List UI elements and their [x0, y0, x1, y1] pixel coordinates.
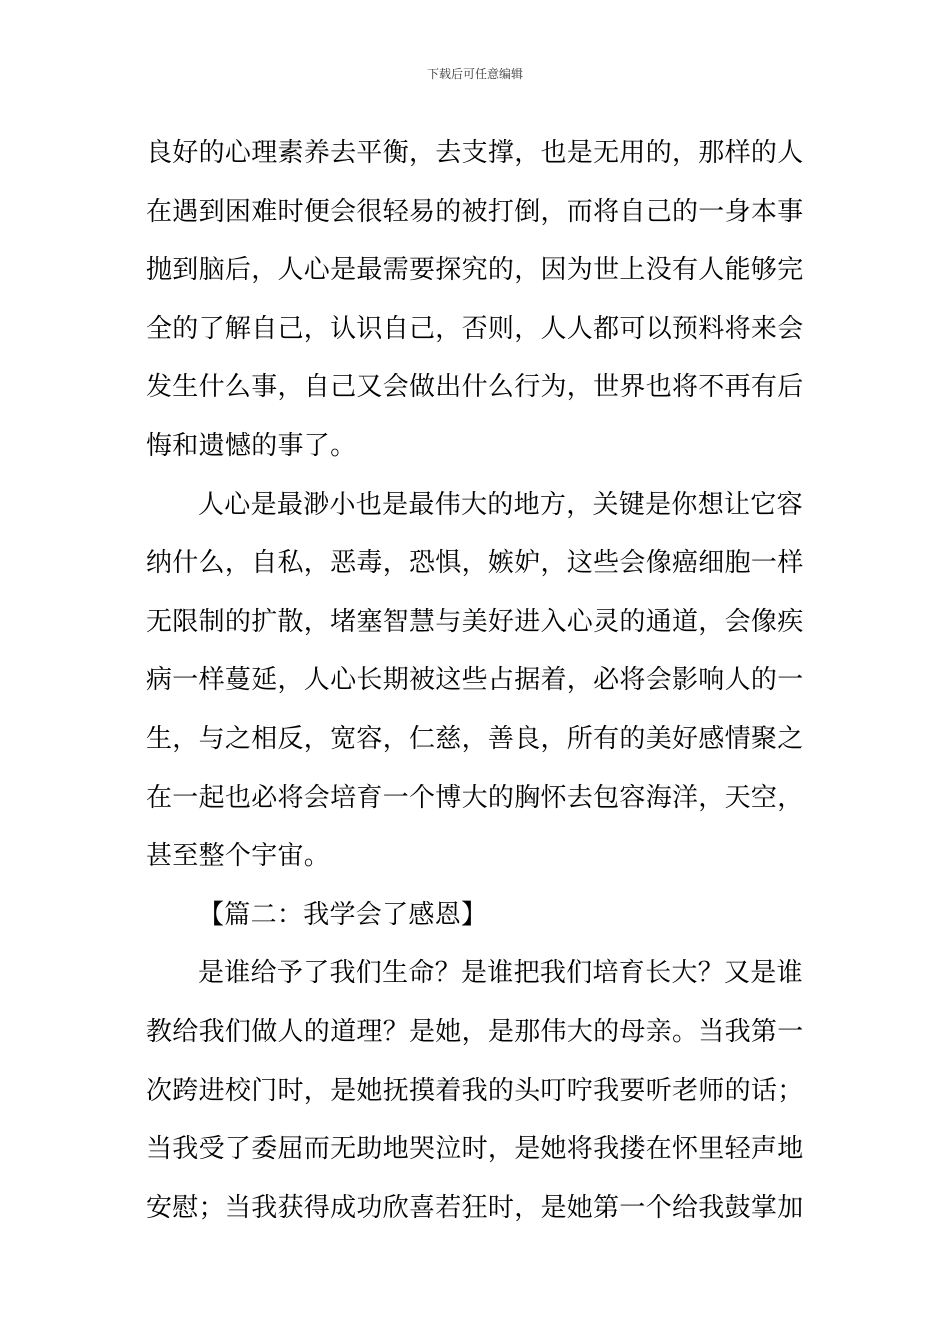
page-header-note: 下载后可任意编辑	[426, 67, 523, 81]
text-line: 病一样蔓延，人心长期被这些占据着，必将会影响人的一	[146, 665, 804, 696]
text-line: 纳什么，自私，恶毒，恐惧，嫉妒，这些会像癌细胞一样	[146, 548, 804, 579]
text-line: 抛到脑后，人心是最需要探究的，因为世上没有人能够完	[146, 255, 804, 286]
text-line: 次跨进校门时，是她抚摸着我的头叮咛我要听老师的话；	[146, 1075, 804, 1106]
section-heading: 【篇二：我学会了感恩】	[198, 899, 488, 930]
text-line: 安慰；当我获得成功欣喜若狂时，是她第一个给我鼓掌加	[146, 1192, 804, 1223]
document-body	[146, 124, 808, 1237]
paragraph-start: 人心是最渺小也是最伟大的地方，关键是你想让它容	[198, 489, 803, 520]
text-line: 良好的心理素养去平衡，去支撑，也是无用的，那样的人	[146, 138, 804, 168]
text-line: 在一起也必将会培育一个博大的胸怀去包容海洋，天空，	[146, 782, 804, 813]
text-line: 生，与之相反，宽容，仁慈，善良，所有的美好感情聚之	[146, 723, 804, 754]
text-line: 教给我们做人的道理？是她，是那伟大的母亲。当我第一	[146, 1016, 804, 1047]
text-line: 发生什么事，自己又会做出什么行为，世界也将不再有后	[146, 372, 804, 403]
text-line: 甚至整个宇宙。	[146, 841, 331, 872]
text-line: 悔和遗憾的事了。	[146, 430, 357, 461]
text-line: 无限制的扩散，堵塞智慧与美好进入心灵的通道，会像疾	[146, 606, 804, 637]
text-line: 当我受了委屈而无助地哭泣时，是她将我搂在怀里轻声地	[146, 1134, 804, 1165]
paragraph-start: 是谁给予了我们生命？是谁把我们培育长大？又是谁	[198, 958, 803, 989]
text-line: 在遇到困难时便会很轻易的被打倒，而将自己的一身本事	[146, 196, 804, 227]
text-line: 全的了解自己，认识自己，否则，人人都可以预料将来会	[146, 313, 804, 344]
